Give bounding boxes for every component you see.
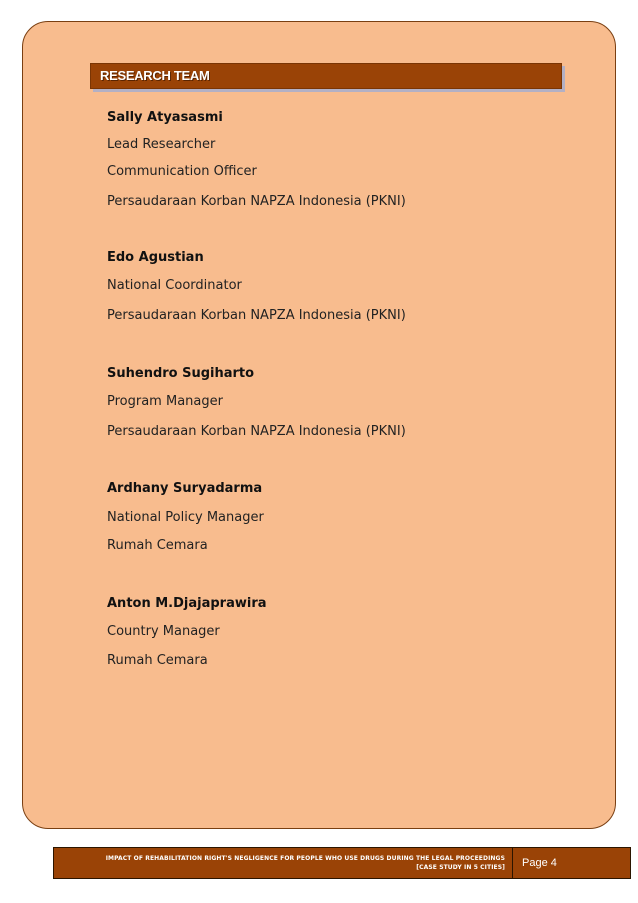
member-role: Country Manager	[107, 624, 220, 639]
member-role: National Policy Manager	[107, 510, 264, 525]
member-organization: Rumah Cemara	[107, 538, 208, 553]
footer-subtitle-line: [CASE STUDY IN 5 CITIES]	[416, 864, 505, 871]
member-organization: Persaudaraan Korban NAPZA Indonesia (PKNI)	[107, 194, 406, 209]
member-name: Ardhany Suryadarma	[107, 481, 263, 496]
member-role: National Coordinator	[107, 278, 242, 293]
section-title: RESEARCH TEAM	[100, 68, 210, 83]
page-number: Page 4	[522, 857, 557, 869]
page-footer	[54, 848, 630, 878]
member-organization: Persaudaraan Korban NAPZA Indonesia (PKNI)	[107, 424, 406, 439]
member-role: Lead Researcher	[107, 137, 216, 152]
member-name: Anton M.Djajaprawira	[107, 596, 267, 611]
member-organization: Persaudaraan Korban NAPZA Indonesia (PKNI)	[107, 308, 406, 323]
member-organization: Rumah Cemara	[107, 653, 208, 668]
section-header	[90, 63, 562, 89]
member-name: Sally Atyasasmi	[107, 110, 223, 125]
member-role: Communication Officer	[107, 164, 257, 179]
footer-divider	[512, 848, 513, 878]
member-name: Edo Agustian	[107, 250, 204, 265]
member-name: Suhendro Sugiharto	[107, 366, 255, 381]
member-role: Program Manager	[107, 394, 223, 409]
footer-title-line: IMPACT OF REHABILITATION RIGHT'S NEGLIGENCE FOR PEOPLE WHO USE DRUGS DURING THE LEGAL PROCEEDINGS	[105, 855, 505, 862]
footer-title	[62, 854, 505, 872]
